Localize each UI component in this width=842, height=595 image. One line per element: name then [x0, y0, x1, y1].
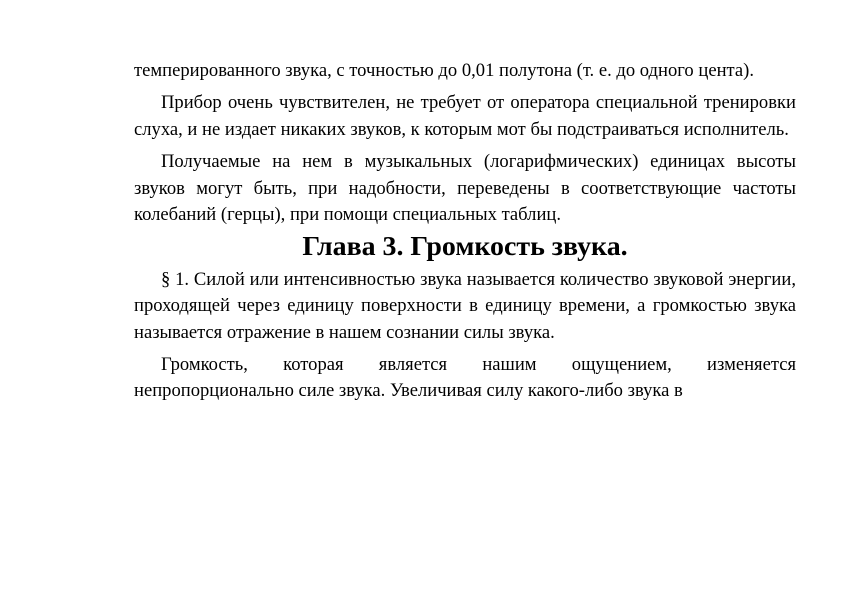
document-page	[134, 58, 796, 411]
paragraph-sound-intensity-definition: § 1. Силой или интенсивностью звука называется количество звуковой энергии, проходящей через единицу поверхности в единицу времени, а громкостью звука называется отражение в нашем сознании силы звука.	[134, 268, 796, 343]
chapter-heading: Глава 3. Громкость звука.	[302, 231, 628, 263]
paragraph-loudness-perception: Громкость, которая является нашим ощущением, изменяется непропорционально силе звука. Увеличивая силу какого-либо звука в	[134, 354, 796, 402]
paragraph-device-sensitivity: Прибор очень чувствителен, не требует от оператора специальной тренировки слуха, и не издает никаких звуков, к которым мот бы подстраиваться исполнитель.	[134, 92, 796, 140]
paragraph-units-conversion: Получаемые на нем в музыкальных (логарифмических) единицах высоты звуков могут быть, при надобности, переведены в соответствующие частоты колебаний (герцы), при помощи специальных таблиц.	[134, 151, 796, 226]
paragraph-tempered-sound: темперированного звука, с точностью до 0,01 полутона (т. е. до одного цента).	[134, 60, 754, 81]
